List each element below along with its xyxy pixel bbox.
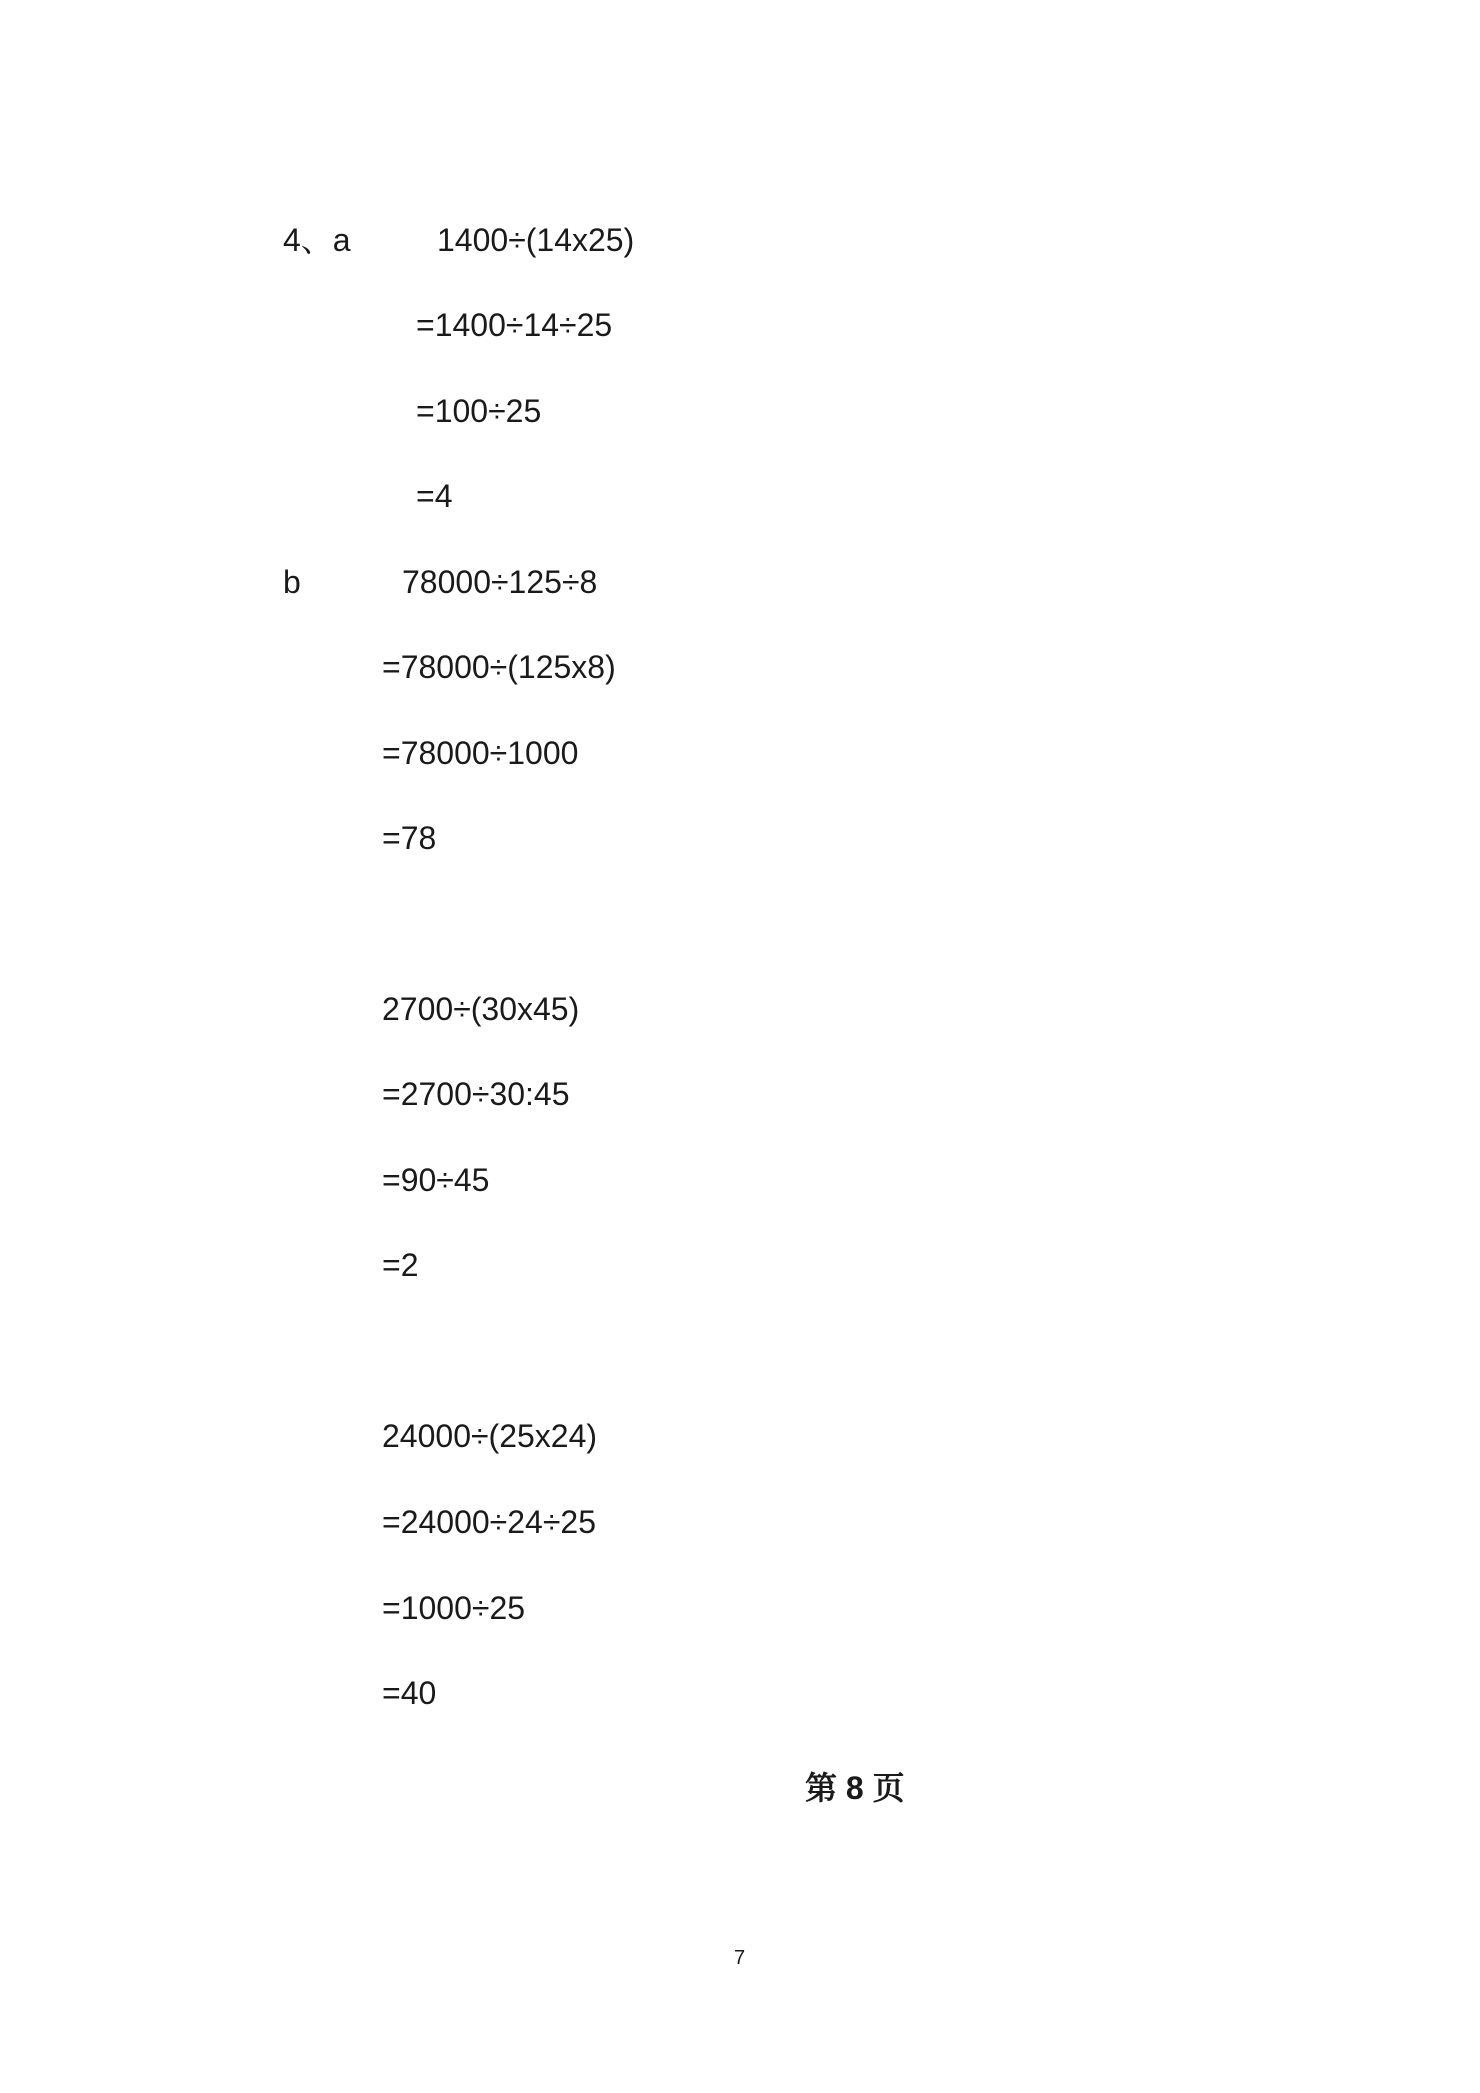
problem-4-step-2: =1000÷25 xyxy=(382,1590,526,1626)
page-heading: 第 8 页 xyxy=(805,1770,905,1806)
problem-3-expression: 2700÷(30x45) xyxy=(382,991,580,1027)
problem-4b-step-3: =78 xyxy=(382,820,437,856)
problem-4b-expression: 78000÷125÷8 xyxy=(402,564,598,600)
problem-4-expression: 24000÷(25x24) xyxy=(382,1418,598,1454)
problem-4a-step-3: =4 xyxy=(416,478,453,514)
problem-4b-label: b xyxy=(283,564,301,600)
problem-3-step-1: =2700÷30:45 xyxy=(382,1076,570,1112)
problem-4a-step-1: =1400÷14÷25 xyxy=(416,307,613,343)
problem-4a-label: 4、a xyxy=(283,222,351,258)
problem-4a-expression: 1400÷(14x25) xyxy=(437,222,635,258)
problem-4b-step-2: =78000÷1000 xyxy=(382,735,579,771)
problem-4-step-1: =24000÷24÷25 xyxy=(382,1504,596,1540)
problem-4b-step-1: =78000÷(125x8) xyxy=(382,649,616,685)
page-number: 7 xyxy=(734,1947,746,1969)
problem-3-step-2: =90÷45 xyxy=(382,1162,490,1198)
problem-3-step-3: =2 xyxy=(382,1247,419,1283)
problem-4-step-3: =40 xyxy=(382,1675,437,1711)
problem-4a-step-2: =100÷25 xyxy=(416,393,542,429)
